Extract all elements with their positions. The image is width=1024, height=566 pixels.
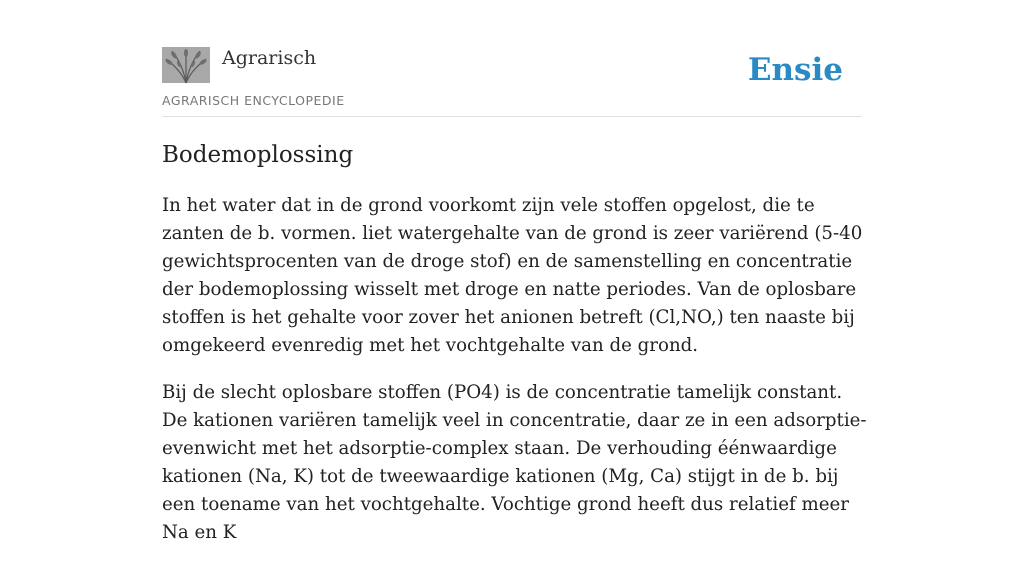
wheat-icon[interactable] (162, 47, 210, 83)
publication-subtitle: AGRARISCH ENCYCLOPEDIE (162, 93, 345, 108)
ensie-logo-link[interactable]: Ensie (747, 52, 843, 88)
article-paragraph: Bij de slecht oplosbare stoffen (PO4) is de concentratie tamelijk constant. De kationen variëren tamelijk veel in concentratie, daar ze in een adsorptie-evenwicht met het adsorptie-complex staan. De verhouding éénwaardige kationen (Na, K) tot de tweewaardige kationen (Mg, Ca) stijgt in de b. bij een toename van het vochtgehalte. Vochtige grond heeft dus relatief meer Na en K (162, 382, 867, 543)
article-body (162, 192, 868, 566)
publication-name[interactable]: Agrarisch (222, 47, 317, 69)
article-paragraph: In het water dat in de grond voorkomt zijn vele stoffen opgelost, die te zanten de b. vormen. liet watergehalte van de grond is zeer variërend (5-40 gewichtsprocenten van de droge stof) en de samenstelling en concentratie der bodemoplossing wisselt met droge en natte periodes. Van de oplosbare stoffen is het gehalte voor zover het anionen betreft (Cl,NO,) ten naaste bij omgekeerd evenredig met het vochtgehalte van de grond. (162, 195, 863, 356)
avatar-image (162, 47, 210, 83)
publication-header (162, 45, 862, 117)
article-title: Bodemoplossing (162, 142, 354, 168)
